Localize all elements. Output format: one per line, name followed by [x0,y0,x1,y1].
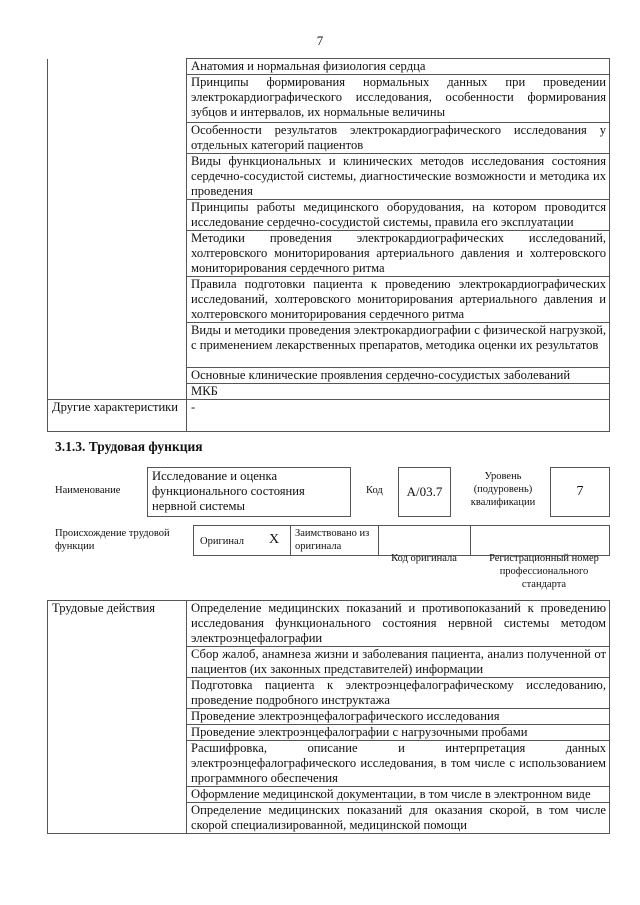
level-label: Уровень (подуровень) квалификации [470,471,536,508]
list-item: Подготовка пациента к электроэнцефалографическому исследованию, проведение подробного инструктажа [187,678,610,709]
list-item: Виды и методики проведения электрокардиографии с физической нагрузкой, с применением лекарственных препаратов, методика оценки их результатов [187,323,610,368]
code-value: А/03.7 [398,467,451,517]
row-label: Трудовые действия [48,601,187,834]
list-item: Проведение электроэнцефалографии с нагрузочными пробами [187,725,610,741]
page-number: 7 [316,33,324,48]
list-item: Правила подготовки пациента к проведению электрокардиографических исследований, холтеровского мониторирования артериального давления и холтеровского мониторирования сердечного ритма [187,277,610,323]
list-item: Принципы работы медицинского оборудования, на котором проводится исследование сердечно-сосудистой системы, правила его эксплуатации [187,200,610,231]
original-mark: Х [269,532,280,547]
original-code-caption: Код оригинала [391,553,457,564]
row-label [48,59,187,400]
list-item: Проведение электроэнцефалографического исследования [187,709,610,725]
knowledge-table [47,58,610,432]
list-item: Особенности результатов электрокардиографического исследования у отдельных категорий пациентов [187,123,610,154]
reg-number-caption: Регистрационный номер профессионального стандарта [489,553,599,590]
code-label: Код [366,485,383,496]
original-label: Оригинал [200,536,244,547]
list-item: Основные клинические проявления сердечно-сосудистых заболеваний [187,368,610,384]
table-row [48,601,610,647]
list-item: Определение медицинских показаний и противопоказаний к проведению исследования функционального состояния нервной системы методом электроэнцефалографии [187,601,610,647]
origin-label: Происхождение трудовой функции [55,528,170,552]
other-label: Другие характеристики [48,400,187,432]
list-item: Расшифровка, описание и интерпретация данных электроэнцефалографического исследования, в том числе с использованием программного обеспечения [187,741,610,787]
table-row [48,59,610,75]
original-code-field [379,526,471,555]
function-name-value: Исследование и оценка функционального состояния нервной системы [147,467,351,517]
original-cell [194,526,291,555]
list-item: МКБ [187,384,610,400]
borrowed-label: Заимствовано из оригинала [291,526,379,555]
list-item: Принципы формирования нормальных данных при проведении электрокардиографического исследования, особенности формирования зубцов и интервалов, их нормальные величины [187,75,610,123]
list-item: Анатомия и нормальная физиология сердца [187,59,610,75]
section-heading: 3.1.3. Трудовая функция [55,439,203,454]
list-item: Методики проведения электрокардиографических исследований, холтеровского мониторирования артериального давления и холтеровского мониторирования сердечного ритма [187,231,610,277]
name-label: Наименование [55,485,121,496]
list-item: Виды функциональных и клинических методов исследования состояния сердечно-сосудистой системы, диагностические возможности и методика их проведения [187,154,610,200]
actions-table [47,600,610,834]
list-item: Сбор жалоб, анамнеза жизни и заболевания пациента, анализ полученной от пациентов (их законных представителей) информации [187,647,610,678]
list-item: Оформление медицинской документации, в том числе в электронном виде [187,787,610,803]
other-value: - [187,400,610,432]
list-item: Определение медицинских показаний для оказания скорой, в том числе скорой специализированной, медицинской помощи [187,803,610,834]
level-value: 7 [550,467,610,517]
table-row [48,400,610,432]
